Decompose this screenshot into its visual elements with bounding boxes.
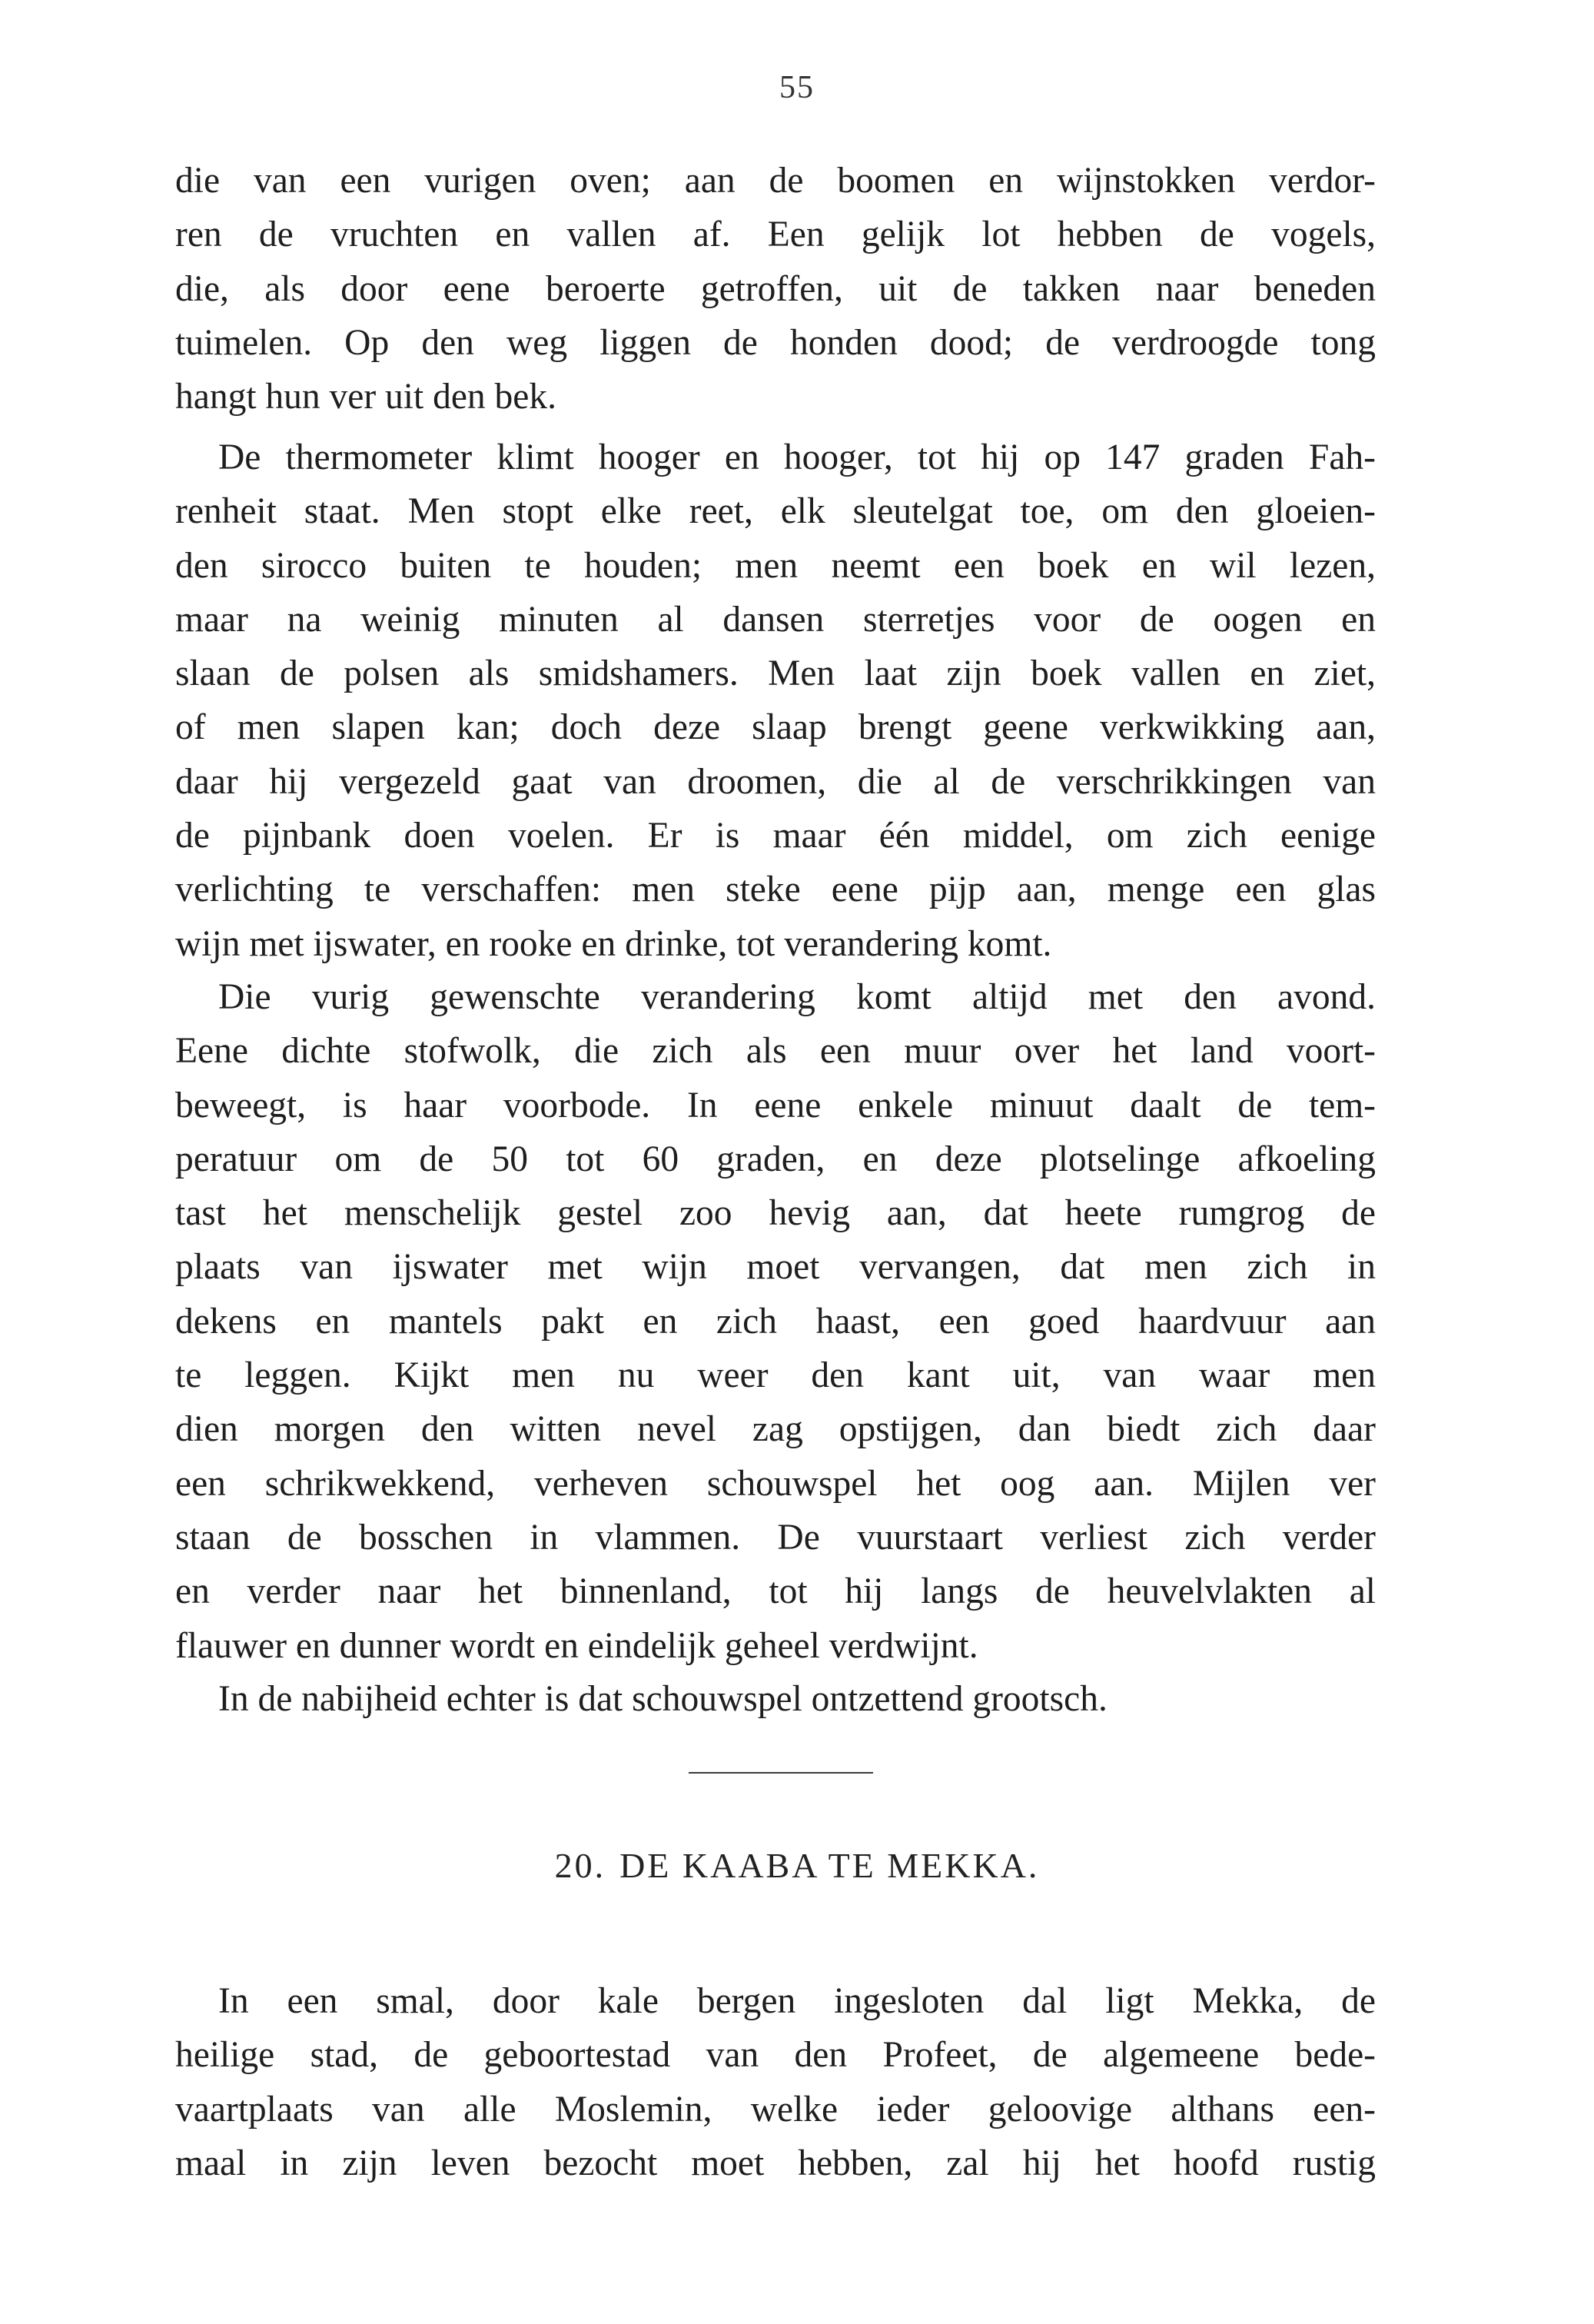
text-line: en verder naar het binnenland, tot hij langs de heuvelvlakten al <box>175 1571 1376 1612</box>
text-line: tast het menschelijk gestel zoo hevig aan, dat heete rumgrog de <box>175 1193 1376 1234</box>
text-line: staan de bosschen in vlammen. De vuurstaart verliest zich verder <box>175 1517 1376 1558</box>
text-line: In een smal, door kale bergen ingesloten dal ligt Mekka, de <box>218 1981 1376 2021</box>
text-line: wijn met ijswater, en rooke en drinke, tot verandering komt. <box>175 923 1052 964</box>
text-line: renheit staat. Men stopt elke reet, elk sleutelgat toe, om den gloeien- <box>175 491 1376 532</box>
section-title: DE KAABA TE MEKKA. <box>619 1846 1040 1885</box>
text-line: plaats van ijswater met wijn moet vervangen, dat men zich in <box>175 1247 1376 1288</box>
text-line: hangt hun ver uit den bek. <box>175 377 556 417</box>
section-divider <box>689 1772 873 1774</box>
text-line: den sirocco buiten te houden; men neemt een boek en wil lezen, <box>175 545 1376 586</box>
text-line: heilige stad, de geboortestad van den Profeet, de algemeene bede- <box>175 2035 1376 2076</box>
text-line: beweegt, is haar voorbode. In eene enkele minuut daalt de tem- <box>175 1085 1376 1125</box>
page-number: 55 <box>779 70 815 105</box>
section-heading <box>0 1845 1594 1886</box>
text-line: maal in zijn leven bezocht moet hebben, zal hij het hoofd rustig <box>175 2143 1376 2183</box>
text-line: die, als door eene beroerte getroffen, uit de takken naar beneden <box>175 268 1376 309</box>
paragraph-closing <box>175 1672 1376 1726</box>
text-line: flauwer en dunner wordt en eindelijk geheel verdwijnt. <box>175 1625 978 1666</box>
text-line: slaan de polsen als smidshamers. Men laat zijn boek vallen en ziet, <box>175 653 1376 694</box>
text-line: een schrikwekkend, verheven schouwspel het oog aan. Mijlen ver <box>175 1463 1376 1504</box>
text-line: vaartplaats van alle Moslemin, welke ieder geloovige althans een- <box>175 2089 1376 2130</box>
text-line: Eene dichte stofwolk, die zich als een muur over het land voort- <box>175 1031 1376 1072</box>
section-number: 20. <box>554 1846 606 1885</box>
paragraph-evening <box>175 970 1376 1673</box>
text-line: dien morgen den witten nevel zag opstijgen, dan biedt zich daar <box>175 1409 1376 1450</box>
text-line: die van een vurigen oven; aan de boomen en wijnstokken verdor- <box>175 161 1376 201</box>
text-line: te leggen. Kijkt men nu weer den kant uit, van waar men <box>175 1355 1376 1396</box>
text-line: tuimelen. Op den weg liggen de honden dood; de verdroogde tong <box>175 322 1376 363</box>
text-line: De thermometer klimt hooger en hooger, tot hij op 147 graden Fah- <box>218 437 1376 477</box>
text-line: of men slapen kan; doch deze slaap brengt geene verkwikking aan, <box>175 707 1376 748</box>
text-line: peratuur om de 50 tot 60 graden, en deze plotselinge afkoeling <box>175 1139 1376 1179</box>
text-line: Die vurig gewenschte verandering komt altijd met den avond. <box>218 977 1376 1017</box>
paragraph-thermometer <box>175 431 1376 971</box>
text-line: verlichting te verschaffen: men steke eene pijp aan, menge een glas <box>175 869 1376 910</box>
text-line: ren de vruchten en vallen af. Een gelijk lot hebben de vogels, <box>175 214 1376 255</box>
text-line: de pijnbank doen voelen. Er is maar één middel, om zich eenige <box>175 816 1376 856</box>
text-line: In de nabijheid echter is dat schouwspel ontzettend grootsch. <box>218 1679 1107 1719</box>
text-line: daar hij vergezeld gaat van droomen, die al de verschrikkingen van <box>175 761 1376 802</box>
paragraph-continuation <box>175 154 1376 424</box>
section-body <box>175 1974 1376 2190</box>
text-line: maar na weinig minuten al dansen sterretjes voor de oogen en <box>175 599 1376 640</box>
text-line: dekens en mantels pakt en zich haast, een goed haardvuur aan <box>175 1301 1376 1342</box>
